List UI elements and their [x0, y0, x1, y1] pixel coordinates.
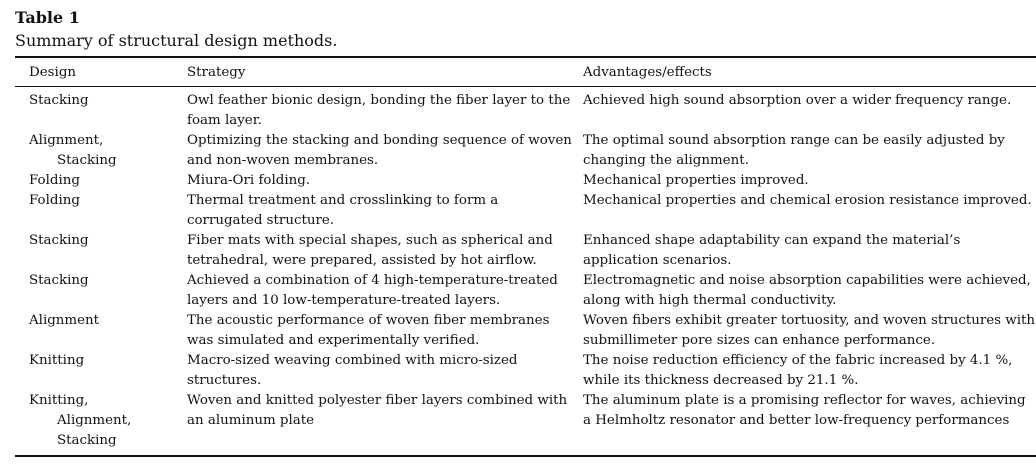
cell-design	[15, 311, 187, 351]
table-bottom-rule	[15, 455, 1036, 457]
table-row	[15, 311, 1036, 351]
table-row	[15, 391, 1036, 451]
cell-strategy: Miura-Ori folding.	[187, 173, 311, 188]
cell-design	[15, 271, 187, 311]
cell-strategy: Fiber mats with special shapes, such as spherical and tetrahedral, were prepared, assisted by hot airflow.	[187, 233, 553, 268]
design-term: Folding	[29, 173, 80, 188]
design-term: Stacking	[29, 273, 89, 288]
table-row	[15, 171, 1036, 191]
design-term: Stacking	[29, 233, 89, 248]
cell-design	[15, 171, 187, 191]
table-row	[15, 271, 1036, 311]
cell-design	[15, 87, 187, 131]
cell-strategy: Macro-sized weaving combined with micro-sized structures.	[187, 353, 518, 388]
table-row	[15, 191, 1036, 231]
cell-advantages: Mechanical properties and chemical erosion resistance improved.	[583, 193, 1032, 208]
table-row	[15, 351, 1036, 391]
cell-design	[15, 231, 187, 271]
table-row	[15, 131, 1036, 171]
cell-strategy: The acoustic performance of woven fiber membranes was simulated and experimentally verified.	[187, 313, 550, 348]
table-caption: Summary of structural design methods.	[15, 31, 338, 50]
cell-design	[15, 391, 187, 451]
design-term: Stacking	[29, 93, 89, 108]
design-term: Alignment,	[29, 133, 104, 148]
design-term: Stacking	[57, 153, 117, 168]
cell-advantages: Mechanical properties improved.	[583, 173, 809, 188]
design-term: Folding	[29, 193, 80, 208]
design-term: Stacking	[57, 433, 117, 448]
table-label: Table 1	[15, 8, 80, 27]
cell-design	[15, 131, 187, 171]
table-row	[15, 87, 1036, 131]
header-design: Design	[29, 65, 77, 80]
cell-strategy: Thermal treatment and crosslinking to form a corrugated structure.	[187, 193, 499, 228]
cell-advantages: Enhanced shape adaptability can expand the material’s application scenarios.	[583, 233, 961, 268]
header-strategy: Strategy	[187, 65, 246, 80]
cell-strategy: Optimizing the stacking and bonding sequence of woven and non-woven membranes.	[187, 133, 572, 168]
cell-strategy: Achieved a combination of 4 high-temperature-treated layers and 10 low-temperature-treated layers.	[187, 273, 558, 308]
cell-design	[15, 351, 187, 391]
design-term: Knitting,	[29, 393, 89, 408]
table-body	[15, 87, 1036, 451]
cell-design	[15, 191, 187, 231]
table-row	[15, 231, 1036, 271]
design-term: Knitting	[29, 353, 85, 368]
design-term: Alignment,	[57, 413, 132, 428]
cell-advantages: The optimal sound absorption range can be easily adjusted by changing the alignment.	[583, 133, 1005, 168]
cell-strategy: Woven and knitted polyester fiber layers combined with an aluminum plate	[187, 393, 568, 428]
summary-table	[15, 58, 1036, 451]
cell-advantages: Woven fibers exhibit greater tortuosity, and woven structures with submillimeter pore sizes can enhance performance.	[583, 313, 1036, 348]
cell-advantages: The noise reduction efficiency of the fabric increased by 4.1 %, while its thickness decreased by 21.1 %.	[583, 353, 1013, 388]
cell-advantages: The aluminum plate is a promising reflector for waves, achieving a Helmholtz resonator and better low-frequency performances	[583, 393, 1026, 428]
design-term: Alignment	[29, 313, 100, 328]
cell-advantages: Electromagnetic and noise absorption capabilities were achieved, along with high thermal conductivity.	[583, 273, 1031, 308]
header-advantages: Advantages/effects	[583, 65, 712, 80]
cell-advantages: Achieved high sound absorption over a wider frequency range.	[583, 93, 1012, 108]
cell-strategy: Owl feather bionic design, bonding the fiber layer to the foam layer.	[187, 93, 571, 128]
table-header-row	[15, 58, 1036, 87]
